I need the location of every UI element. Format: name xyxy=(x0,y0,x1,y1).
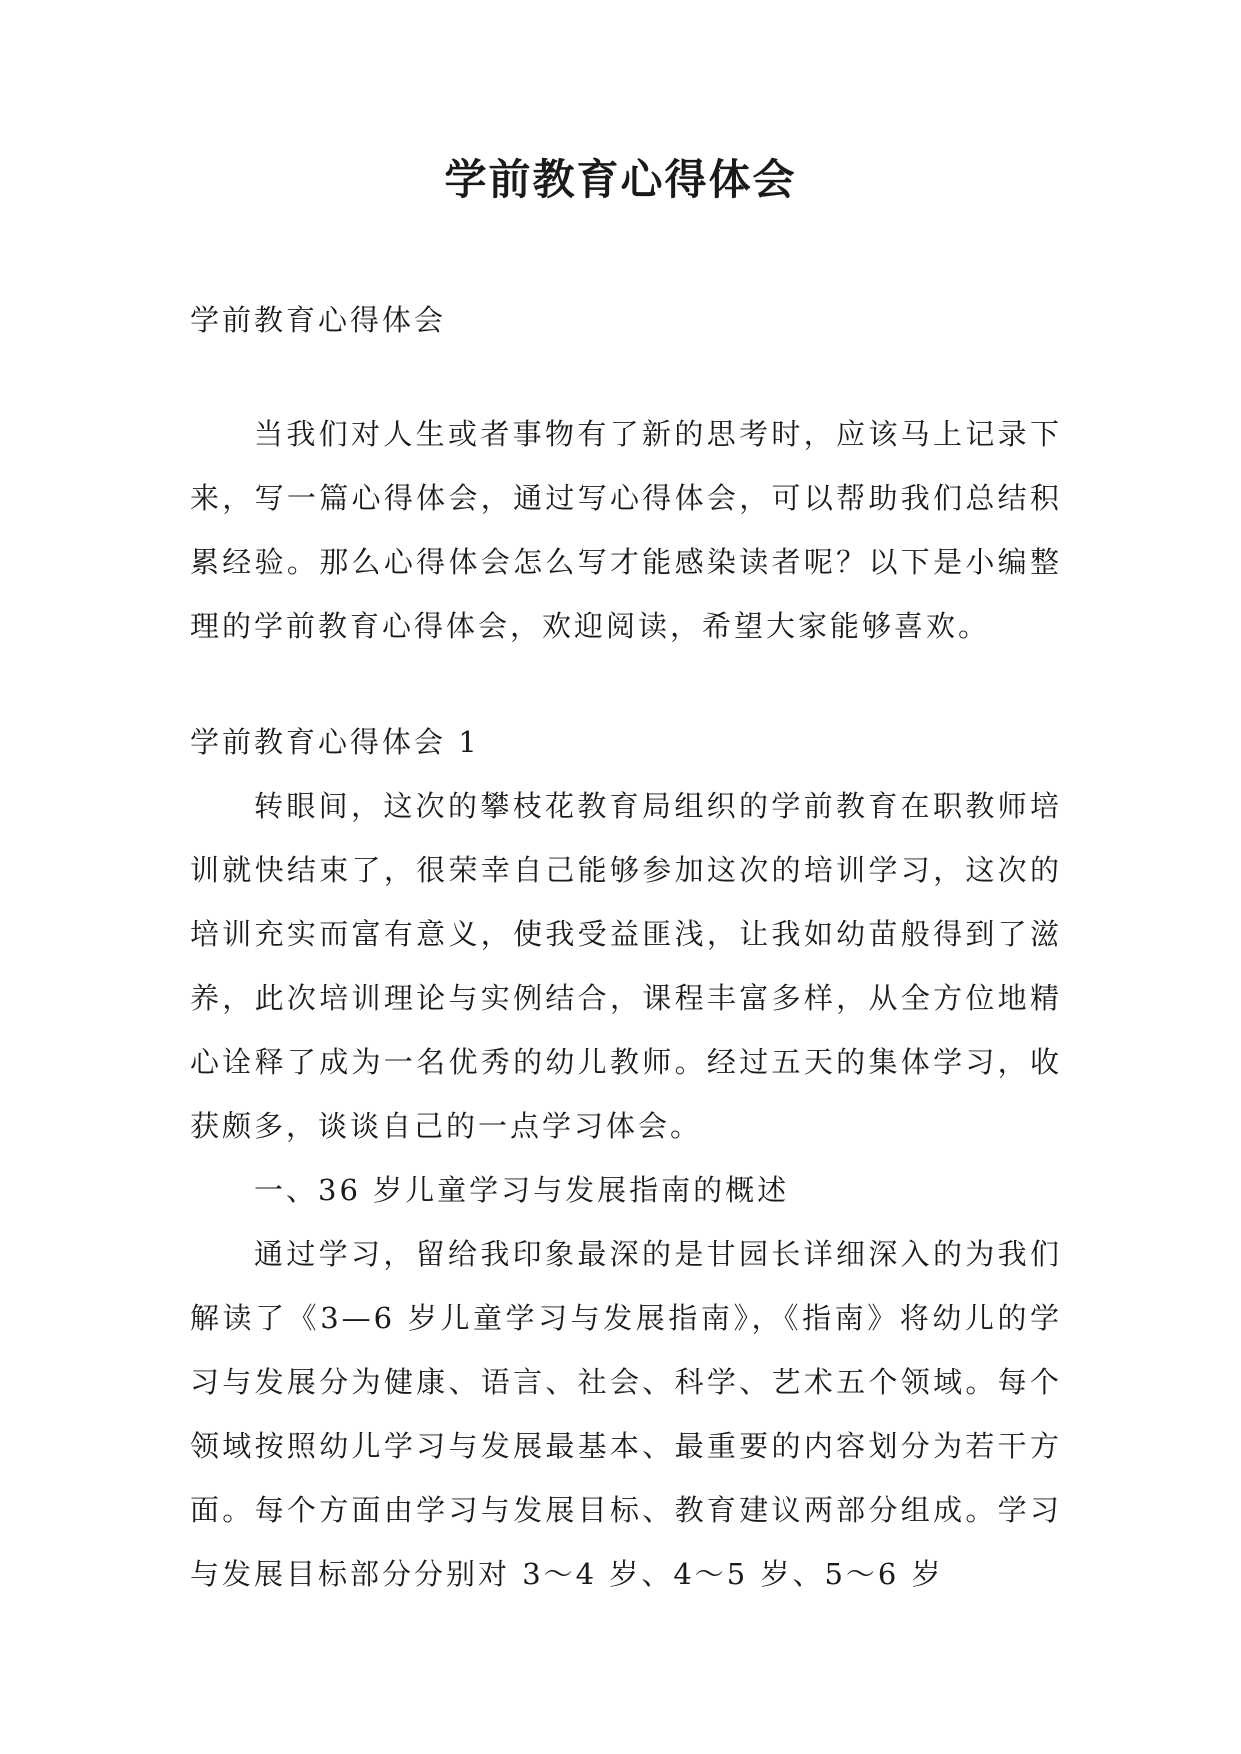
spacer xyxy=(190,658,1062,710)
document-title: 学前教育心得体会 xyxy=(444,155,797,204)
section-subheading: 一、36 岁儿童学习与发展指南的概述 xyxy=(254,1173,790,1207)
spacer xyxy=(190,352,1062,402)
document-body xyxy=(190,288,1062,1606)
intro-paragraph: 当我们对人生或者事物有了新的思考时，应该马上记录下来，写一篇心得体会，通过写心得体会，可以帮助我们总结积累经验。那么心得体会怎么写才能感染读者呢？以下是小编整理的学前教育心得体会，欢迎阅读，希望大家能够喜欢。 xyxy=(190,417,1062,643)
body-paragraph: 通过学习，留给我印象最深的是甘园长详细深入的为我们解读了《3—6 岁儿童学习与发展指南》，《指南》将幼儿的学习与发展分为健康、语言、社会、科学、艺术五个领域。每个领域按照幼儿学习与发展最基本、最重要的内容划分为若干方面。每个方面由学习与发展目标、教育建议两部分组成。学习与发展目标部分分别对 3～4 岁、4～5 岁、5～6 岁 xyxy=(190,1237,1062,1591)
document-subtitle: 学前教育心得体会 xyxy=(190,303,447,337)
section-heading: 学前教育心得体会 1 xyxy=(190,725,480,759)
body-paragraph: 转眼间，这次的攀枝花教育局组织的学前教育在职教师培训就快结束了，很荣幸自己能够参加这次的培训学习，这次的培训充实而富有意义，使我受益匪浅，让我如幼苗般得到了滋养，此次培训理论与实例结合，课程丰富多样，从全方位地精心诠释了成为一名优秀的幼儿教师。经过五天的集体学习，收获颇多，谈谈自己的一点学习体会。 xyxy=(190,789,1062,1143)
